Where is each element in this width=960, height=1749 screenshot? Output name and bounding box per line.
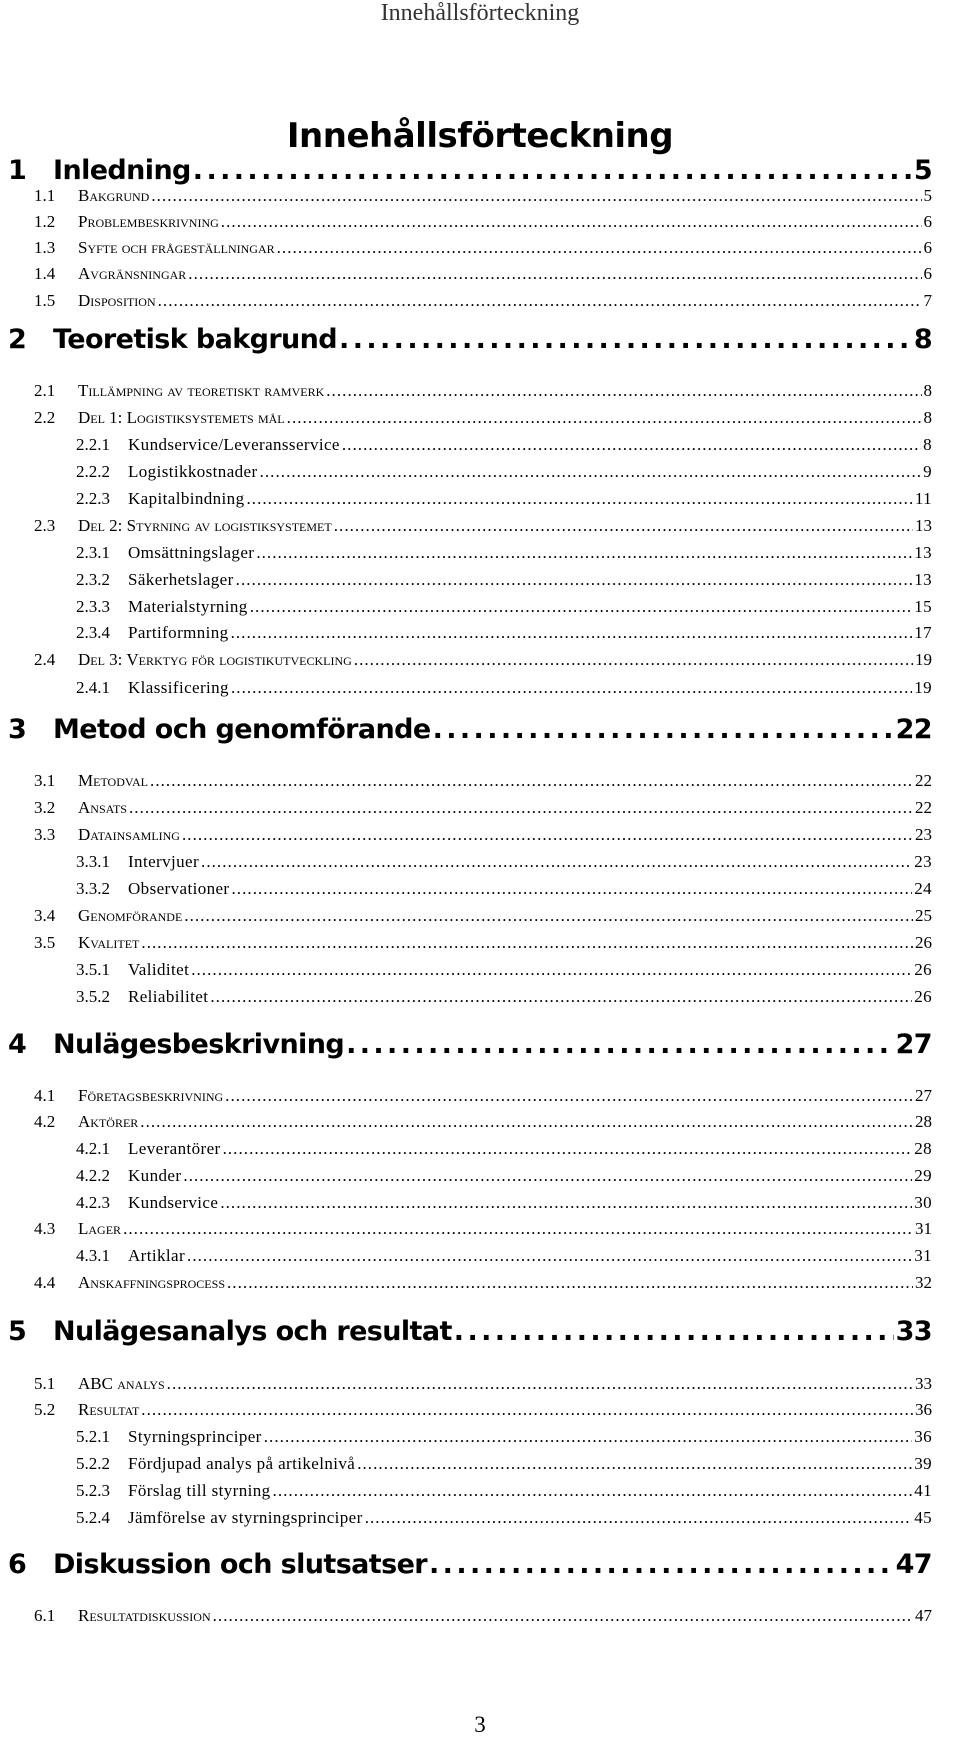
toc-dot-leader: [184, 906, 913, 926]
toc-entry-page: 6: [923, 264, 932, 283]
toc-subsection-entry[interactable]: [76, 987, 932, 1007]
toc-dot-leader: [260, 462, 922, 482]
toc-subsection-entry[interactable]: [76, 1139, 932, 1159]
toc-entry-page: 25: [915, 906, 932, 925]
toc-dot-leader: [140, 1112, 913, 1132]
toc-subsection-entry[interactable]: [76, 1508, 932, 1528]
toc-dot-leader: [357, 1454, 912, 1474]
toc-entry-label: Styrningsprinciper: [128, 1427, 262, 1446]
toc-entry-label: Företagsbeskrivning: [78, 1086, 224, 1105]
toc-entry-number: 2.4: [34, 650, 56, 669]
toc-entry-page: 32: [915, 1273, 932, 1292]
toc-section-entry[interactable]: [34, 1273, 932, 1293]
toc-dot-leader: [141, 1400, 913, 1420]
toc-entry-number: 2.2.3: [76, 489, 110, 508]
toc-section-entry[interactable]: [34, 186, 932, 206]
toc-entry-page: 5: [913, 155, 932, 186]
toc-entry-page: 23: [915, 825, 932, 844]
toc-entry-number: 2.1: [34, 381, 56, 400]
toc-entry-number: 3.1: [34, 771, 56, 790]
toc-dot-leader: [150, 771, 913, 791]
toc-entry-number: 1.5: [34, 291, 56, 310]
toc-dot-leader: [246, 489, 912, 509]
toc-entry-page: 8: [923, 408, 932, 427]
toc-dot-leader: [221, 212, 922, 232]
toc-entry-page: 19: [915, 650, 932, 669]
toc-entry-label: Validitet: [128, 960, 190, 979]
toc-dot-leader: [454, 1316, 894, 1348]
toc-section-entry[interactable]: [34, 381, 932, 401]
page-title: Innehållsförteckning: [286, 116, 674, 156]
toc-dot-leader: [287, 408, 922, 428]
toc-entry-number: 6.1: [34, 1606, 56, 1625]
toc-dot-leader: [326, 381, 921, 401]
toc-entry-number: 1: [8, 155, 27, 186]
toc-entry-page: 31: [914, 1246, 932, 1265]
toc-dot-leader: [433, 714, 894, 746]
toc-subsection-entry[interactable]: [76, 435, 932, 455]
toc-entry-label: Datainsamling: [78, 825, 180, 844]
toc-entry-page: 36: [915, 1400, 932, 1419]
toc-entry-number: 4.2: [34, 1112, 56, 1131]
toc-entry-page: 6: [923, 238, 932, 257]
toc-entry-number: 2.2.2: [76, 462, 110, 481]
toc-entry-page: 39: [914, 1454, 932, 1473]
toc-section-entry[interactable]: [34, 1400, 932, 1420]
toc-dot-leader: [210, 987, 912, 1007]
toc-dot-leader: [231, 678, 912, 698]
toc-subsection-entry[interactable]: [76, 1166, 932, 1186]
toc-section-entry[interactable]: [34, 264, 932, 284]
toc-entry-label: Disposition: [78, 291, 156, 310]
toc-entry-number: 2.2: [34, 408, 56, 427]
toc-entry-label: Teoretisk bakgrund: [53, 324, 338, 355]
toc-entry-number: 3: [8, 714, 27, 745]
toc-subsection-entry[interactable]: [76, 678, 932, 698]
toc-entry-number: 5.2: [34, 1400, 56, 1419]
toc-entry-number: 4.3.1: [76, 1246, 110, 1265]
toc-dot-leader: [223, 1139, 913, 1159]
toc-dot-leader: [236, 570, 913, 590]
toc-dot-leader: [193, 155, 912, 187]
toc-section-entry[interactable]: [34, 1374, 932, 1394]
toc-entry-number: 6: [8, 1549, 27, 1580]
toc-entry-number: 1.1: [34, 186, 56, 205]
toc-entry-page: 45: [914, 1508, 932, 1527]
toc-entry-number: 5.2.1: [76, 1427, 110, 1446]
toc-entry-page: 27: [895, 1029, 932, 1060]
toc-entry-label: Metodval: [78, 771, 149, 790]
toc-entry-label: Problembeskrivning: [78, 212, 219, 231]
toc-entry-page: 26: [915, 933, 932, 952]
toc-entry-page: 8: [913, 324, 932, 355]
toc-dot-leader: [354, 650, 913, 670]
toc-entry-label: Kvalitet: [78, 933, 140, 952]
toc-dot-leader: [232, 879, 913, 899]
toc-entry-label: Klassificering: [128, 678, 229, 697]
toc-entry-label: Kapitalbindning: [128, 489, 245, 508]
toc-entry-number: 3.2: [34, 798, 56, 817]
toc-entry-page: 28: [915, 1112, 932, 1131]
toc-entry-page: 22: [895, 714, 932, 745]
toc-entry-label: Inledning: [53, 155, 191, 186]
toc-dot-leader: [231, 623, 913, 643]
toc-entry-page: 11: [914, 489, 932, 508]
toc-entry-label: ABC analys: [78, 1374, 165, 1393]
toc-entry-page: 28: [914, 1139, 932, 1158]
toc-dot-leader: [129, 798, 913, 818]
toc-dot-leader: [213, 1606, 913, 1626]
toc-entry-number: 3.5.1: [76, 960, 110, 979]
toc-entry-label: Leverantörer: [128, 1139, 221, 1158]
toc-subsection-entry[interactable]: [76, 1454, 932, 1474]
toc-dot-leader: [256, 543, 912, 563]
toc-entry-page: 27: [915, 1086, 932, 1105]
toc-entry-number: 5.1: [34, 1374, 56, 1393]
toc-entry-number: 4.2.3: [76, 1193, 110, 1212]
toc-section-entry[interactable]: [34, 798, 932, 818]
toc-dot-leader: [339, 324, 912, 356]
toc-subsection-entry[interactable]: [76, 852, 932, 872]
page-number: 3: [474, 1712, 486, 1737]
toc-entry-label: Logistikkostnader: [128, 462, 258, 481]
toc-dot-leader: [264, 1427, 912, 1447]
toc-entry-number: 3.4: [34, 906, 56, 925]
toc-entry-page: 8: [923, 435, 932, 454]
toc-entry-label: Anskaffningsprocess: [78, 1273, 225, 1292]
toc-entry-label: Kundservice/Leveransservice: [128, 435, 340, 454]
toc-entry-number: 5.2.3: [76, 1481, 110, 1500]
toc-entry-number: 4.2.1: [76, 1139, 110, 1158]
toc-entry-number: 2.3.3: [76, 597, 110, 616]
toc-entry-page: 31: [915, 1219, 932, 1238]
toc-subsection-entry[interactable]: [76, 597, 932, 617]
toc-entry-page: 23: [914, 852, 932, 871]
toc-dot-leader: [151, 186, 921, 206]
toc-entry-number: 1.3: [34, 238, 56, 257]
toc-entry-label: Intervjuer: [128, 852, 200, 871]
toc-entry-label: Säkerhetslager: [128, 570, 234, 589]
toc-entry-number: 3.5.2: [76, 987, 110, 1006]
toc-entry-label: Resultat: [78, 1400, 140, 1419]
toc-entry-number: 2.4.1: [76, 678, 110, 697]
toc-section-entry[interactable]: [34, 650, 932, 670]
toc-entry-label: Resultatdiskussion: [78, 1606, 211, 1625]
toc-section-entry[interactable]: [34, 212, 932, 232]
toc-entry-page: 33: [915, 1374, 932, 1393]
toc-entry-number: 5.2.4: [76, 1508, 110, 1527]
toc-subsection-entry[interactable]: [76, 1481, 932, 1501]
toc-entry-number: 2.3.2: [76, 570, 110, 589]
toc-entry-label: Kundservice: [128, 1193, 219, 1212]
toc-dot-leader: [220, 1193, 912, 1213]
toc-entry-label: Partiformning: [128, 623, 229, 642]
toc-section-entry[interactable]: [34, 516, 932, 536]
toc-entry-label: Observationer: [128, 879, 230, 898]
toc-entry-page: 29: [914, 1166, 932, 1185]
toc-entry-label: Aktörer: [78, 1112, 139, 1131]
toc-entry-label: Tillämpning av teoretiskt ramverk: [78, 381, 325, 400]
toc-entry-page: 22: [915, 798, 932, 817]
toc-dot-leader: [188, 264, 921, 284]
toc-dot-leader: [167, 1374, 913, 1394]
toc-entry-label: Förslag till styrning: [128, 1481, 271, 1500]
toc-entry-page: 26: [914, 987, 932, 1006]
toc-entry-page: 7: [923, 291, 932, 310]
toc-entry-page: 13: [914, 543, 932, 562]
toc-section-entry[interactable]: [34, 771, 932, 791]
toc-entry-label: Fördjupad analys på artikelnivå: [128, 1454, 356, 1473]
toc-entry-label: Syfte och frågeställningar: [78, 238, 275, 257]
toc-entry-label: Artiklar: [128, 1246, 186, 1265]
toc-entry-number: 4: [8, 1029, 27, 1060]
toc-entry-label: Metod och genomförande: [53, 714, 431, 745]
toc-section-entry[interactable]: [34, 825, 932, 845]
toc-section-entry[interactable]: [34, 408, 932, 428]
toc-entry-number: 4.3: [34, 1219, 56, 1238]
toc-entry-page: 13: [914, 570, 932, 589]
toc-section-entry[interactable]: [34, 291, 932, 311]
toc-chapter-entry[interactable]: [8, 714, 932, 746]
toc-subsection-entry[interactable]: [76, 462, 932, 482]
toc-dot-leader: [346, 1029, 894, 1061]
toc-entry-number: 4.4: [34, 1273, 56, 1292]
toc-entry-page: 19: [914, 678, 932, 697]
toc-entry-label: Kunder: [128, 1166, 182, 1185]
toc-entry-page: 5: [923, 186, 932, 205]
toc-chapter-entry[interactable]: [8, 1316, 932, 1348]
toc-entry-label: Del 2: Styrning av logistiksystemet: [78, 516, 332, 535]
toc-entry-label: Del 1: Logistiksystemets mål: [78, 408, 285, 427]
toc-entry-page: 26: [914, 960, 932, 979]
toc-entry-page: 8: [923, 381, 932, 400]
toc-dot-leader: [277, 238, 922, 258]
toc-section-entry[interactable]: [34, 1112, 932, 1132]
toc-dot-leader: [182, 825, 913, 845]
toc-entry-number: 3.3.1: [76, 852, 110, 871]
toc-entry-label: Del 3: Verktyg för logistikutveckling: [78, 650, 352, 669]
toc-subsection-entry[interactable]: [76, 960, 932, 980]
toc-dot-leader: [273, 1481, 913, 1501]
toc-entry-label: Nulägesbeskrivning: [53, 1029, 345, 1060]
toc-entry-label: Reliabilitet: [128, 987, 209, 1006]
toc-dot-leader: [225, 1086, 913, 1106]
toc-entry-label: Diskussion och slutsatser: [53, 1549, 428, 1580]
toc-entry-label: Omsättningslager: [128, 543, 255, 562]
toc-entry-page: 47: [915, 1606, 932, 1625]
toc-entry-number: 2: [8, 324, 27, 355]
toc-subsection-entry[interactable]: [76, 489, 932, 509]
toc-entry-page: 41: [914, 1481, 932, 1500]
toc-entry-label: Nulägesanalys och resultat: [53, 1316, 452, 1347]
toc-entry-page: 13: [915, 516, 932, 535]
running-header: Innehållsförteckning: [380, 0, 580, 26]
toc-entry-number: 2.3.4: [76, 623, 110, 642]
toc-subsection-entry[interactable]: [76, 543, 932, 563]
toc-dot-leader: [227, 1273, 913, 1293]
toc-chapter-entry[interactable]: [8, 1549, 932, 1581]
toc-subsection-entry[interactable]: [76, 623, 932, 643]
toc-entry-number: 2.3: [34, 516, 56, 535]
toc-subsection-entry[interactable]: [76, 879, 932, 899]
toc-dot-leader: [141, 933, 913, 953]
toc-dot-leader: [191, 960, 912, 980]
toc-dot-leader: [365, 1508, 913, 1528]
toc-entry-number: 4.1: [34, 1086, 56, 1105]
toc-chapter-entry[interactable]: [8, 155, 932, 187]
toc-section-entry[interactable]: [34, 1086, 932, 1106]
toc-entry-number: 2.3.1: [76, 543, 110, 562]
toc-entry-page: 36: [914, 1427, 932, 1446]
toc-dot-leader: [158, 291, 922, 311]
toc-subsection-entry[interactable]: [76, 570, 932, 590]
toc-entry-number: 5.2.2: [76, 1454, 110, 1473]
toc-dot-leader: [334, 516, 913, 536]
toc-section-entry[interactable]: [34, 1606, 932, 1626]
toc-chapter-entry[interactable]: [8, 324, 932, 356]
toc-dot-leader: [342, 435, 921, 455]
toc-entry-number: 1.2: [34, 212, 56, 231]
toc-entry-label: Avgränsningar: [78, 264, 187, 283]
toc-entry-page: 22: [915, 771, 932, 790]
toc-entry-label: Ansats: [78, 798, 127, 817]
toc-dot-leader: [429, 1549, 894, 1581]
toc-dot-leader: [183, 1166, 912, 1186]
toc-section-entry[interactable]: [34, 906, 932, 926]
toc-chapter-entry[interactable]: [8, 1029, 932, 1061]
toc-entry-number: 3.3: [34, 825, 56, 844]
toc-entry-label: Materialstyrning: [128, 597, 248, 616]
toc-entry-label: Lager: [78, 1219, 122, 1238]
toc-entry-page: 24: [914, 879, 932, 898]
toc-entry-page: 30: [914, 1193, 932, 1212]
toc-entry-number: 3.5: [34, 933, 56, 952]
toc-entry-label: Jämförelse av styrningsprinciper: [128, 1508, 363, 1527]
toc-entry-label: Genomförande: [78, 906, 183, 925]
toc-entry-page: 47: [895, 1549, 932, 1580]
toc-entry-number: 1.4: [34, 264, 56, 283]
toc-subsection-entry[interactable]: [76, 1246, 932, 1266]
toc-dot-leader: [201, 852, 912, 872]
toc-entry-number: 3.3.2: [76, 879, 110, 898]
toc-subsection-entry[interactable]: [76, 1427, 932, 1447]
toc-entry-number: 5: [8, 1316, 27, 1347]
toc-entry-page: 17: [914, 623, 932, 642]
toc-entry-page: 9: [923, 462, 932, 481]
toc-entry-page: 6: [923, 212, 932, 231]
toc-entry-number: 2.2.1: [76, 435, 110, 454]
toc-dot-leader: [250, 597, 912, 617]
toc-entry-number: 4.2.2: [76, 1166, 110, 1185]
toc-section-entry[interactable]: [34, 1219, 932, 1239]
toc-entry-label: Bakgrund: [78, 186, 150, 205]
toc-entry-page: 15: [914, 597, 932, 616]
toc-section-entry[interactable]: [34, 238, 932, 258]
toc-dot-leader: [187, 1246, 912, 1266]
toc-dot-leader: [123, 1219, 913, 1239]
toc-entry-page: 33: [895, 1316, 932, 1347]
toc-subsection-entry[interactable]: [76, 1193, 932, 1213]
toc-section-entry[interactable]: [34, 933, 932, 953]
